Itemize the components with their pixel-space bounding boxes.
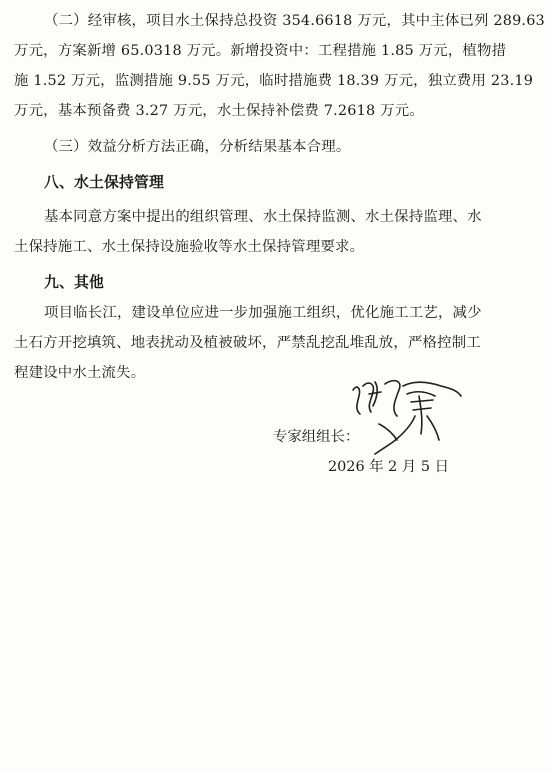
section-heading-9: 九、其他 bbox=[44, 274, 104, 291]
signature-date: 2026 年 2 月 5 日 bbox=[328, 459, 449, 475]
paragraph-benefit-analysis: （三）效益分析方法正确，分析结果基本合理。 bbox=[44, 139, 351, 155]
paragraph-other-line-1: 项目临长江，建设单位应进一步加强施工组织，优化施工工艺，减少 bbox=[44, 305, 482, 321]
paragraph-investment-line-3: 施 1.52 万元，监测措施 9.55 万元，临时措施费 18.39 万元，独立费用 23.19 bbox=[14, 73, 534, 89]
paragraph-management-line-2: 土保持施工、水土保持设施验收等水土保持管理要求。 bbox=[14, 239, 365, 255]
signature-label: 专家组组长： bbox=[273, 429, 360, 445]
paragraph-management-line-1: 基本同意方案中提出的组织管理、水土保持监测、水土保持监理、水 bbox=[44, 209, 482, 225]
paragraph-investment-line-1: （二）经审核，项目水土保持总投资 354.6618 万元，其中主体已列 289.63 bbox=[44, 13, 545, 29]
handwritten-signature bbox=[345, 376, 465, 458]
paragraph-other-line-3: 程建设中水土流失。 bbox=[14, 365, 146, 381]
paragraph-other-line-2: 土石方开挖填筑、地表扰动及植被破坏，严禁乱挖乱堆乱放，严格控制工 bbox=[14, 335, 481, 351]
paragraph-investment-line-2: 万元，方案新增 65.0318 万元。新增投资中：工程措施 1.85 万元，植物措 bbox=[14, 43, 507, 59]
paragraph-investment-line-4: 万元，基本预备费 3.27 万元，水土保持补偿费 7.2618 万元。 bbox=[14, 103, 424, 119]
section-heading-8: 八、水土保持管理 bbox=[44, 174, 164, 191]
